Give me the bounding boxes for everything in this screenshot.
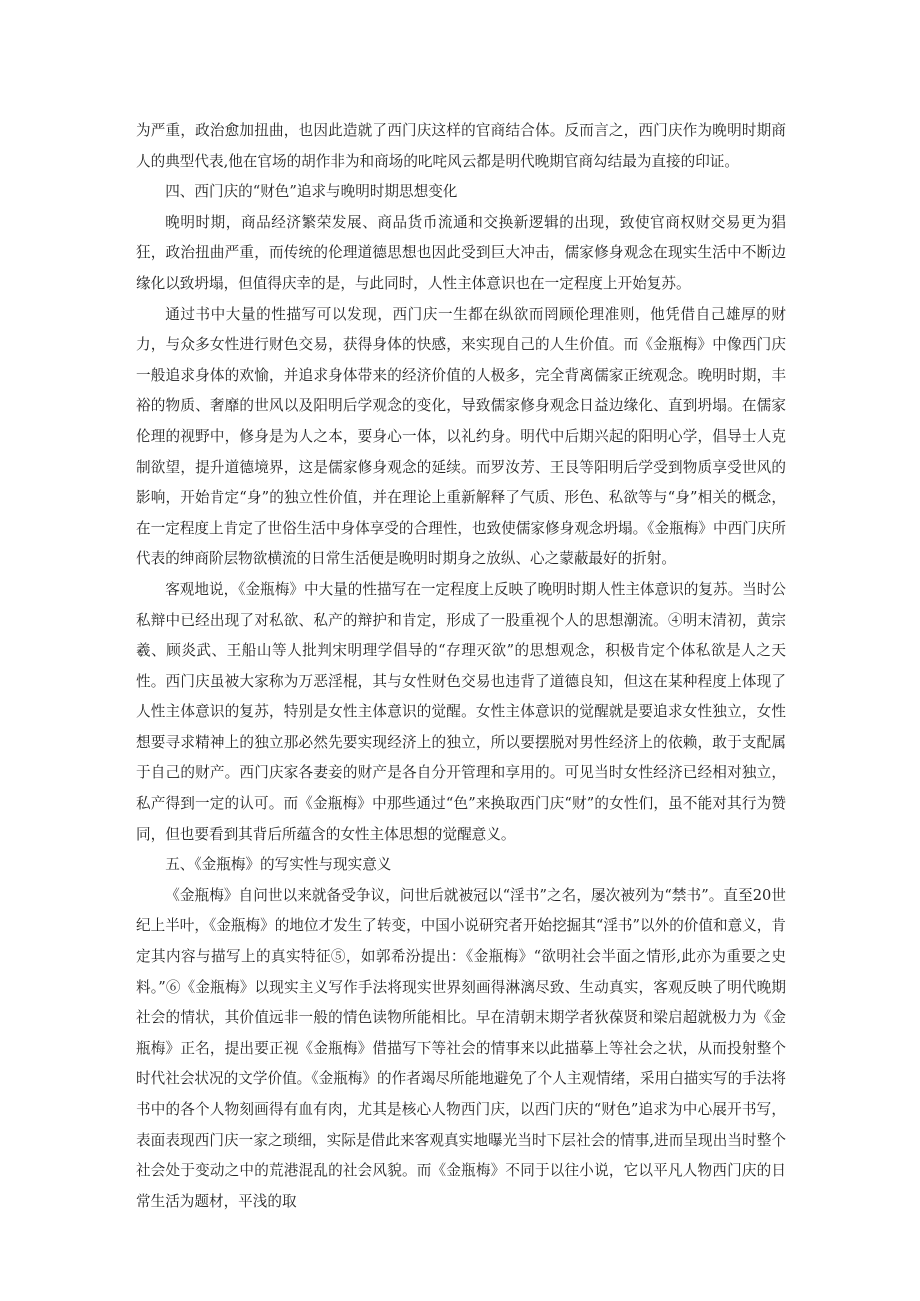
paragraph: 客观地说，《金瓶梅》中大量的性描写在一定程度上反映了晚明时期人性主体意识的复苏。当时公私辩中已经出现了对私欲、私产的辩护和肯定，形成了一股重视个人的思想潮流。④明末清初，黄宗羲、顾炎武、王船山等人批判宋明理学倡导的“存理灭欲”的思想观念，积极肯定个体私欲是人之天性。西门庆虽被大家称为万恶淫棍，其与女性财色交易也违背了道德良知，但这在某种程度上体现了人性主体意识的复苏，特别是女性主体意识的觉醒。女性主体意识的觉醒就是要追求女性独立，女性想要寻求精神上的独立那必然先要实现经济上的独立，所以要摆脱对男性经济上的依赖，敢于支配属于自己的财产。西门庆家各妻妾的财产是各自分开管理和享用的。可见当时女性经济已经相对独立，私产得到一定的认可。而《金瓶梅》中那些通过“色”来换取西门庆“财”的女性们，虽不能对其行为赞同，但也要看到其背后所蕴含的女性主体思想的觉醒意义。 [136, 580, 786, 843]
section-heading-five: 五、《金瓶梅》的写实性与现实意义 [165, 856, 392, 874]
paragraph-continued: 为严重，政治愈加扭曲，也因此造就了西门庆这样的官商结合体。反而言之，西门庆作为晚明时期商人的典型代表,他在官场的胡作非为和商场的叱咤风云都是明代晚期官商勾结最为直接的印证。 [136, 122, 786, 170]
paragraph: 《金瓶梅》自问世以来就备受争议，问世后就被冠以“淫书”之名，屡次被列为“禁书”。直至20世纪上半叶，《金瓶梅》的地位才发生了转变，中国小说研究者开始挖掘其“淫书”以外的价值和意义，肯定其内容与描写上的真实特征⑤，如郭希汾提出：《金瓶梅》“欲明社会半面之情形,此亦为重要之史料。”⑥《金瓶梅》以现实主义写作手法将现实世界刻画得淋漓尽致、生动真实，客观反映了明代晚期社会的情状，其价值远非一般的情色读物所能相比。早在清朝末期学者狄葆贤和梁启超就极力为《金瓶梅》正名，提出要正视《金瓶梅》借描写下等社会的情事来以此描摹上等社会之状，从而投射整个时代社会状况的文学价值。《金瓶梅》的作者竭尽所能地避免了个人主观情绪，采用白描实写的手法将书中的各个人物刻画得有血有肉，尤其是核心人物西门庆，以西门庆的“财色”追求为中心展开书写，表面表现西门庆一家之琐细，实际是借此来客观真实地曝光当时下层社会的情事,进而呈现出当时整个社会处于变动之中的荒港混乱的社会风貌。而《金瓶梅》不同于以往小说，它以平凡人物西门庆的日常生活为题材，平浅的取 [136, 886, 786, 1210]
paragraph: 通过书中大量的性描写可以发现，西门庆一生都在纵欲而罔顾伦理准则，他凭借自己雄厚的财力，与众多女性进行财色交易，获得身体的快感，来实现自己的人生价值。而《金瓶梅》中像西门庆一般追求身体的欢愉，并追求身体带来的经济价值的人极多，完全背离儒家正统观念。晚明时期，丰裕的物质、奢靡的世风以及阳明后学观念的变化，导致儒家修身观念日益边缘化、直到坍塌。在儒家伦理的视野中，修身是为人之本，要身心一体，以礼约身。明代中后期兴起的阳明心学，倡导士人克制欲望，提升道德境界，这是儒家修身观念的延续。而罗汝芳、王艮等阳明后学受到物质享受世风的影响，开始肯定“身”的独立性价值，并在理论上重新解释了气质、形色、私欲等与“身”相关的概念，在一定程度上肯定了世俗生活中身体享受的合理性，也致使儒家修身观念坍塌。《金瓶梅》中西门庆所代表的绅商阶层物欲横流的日常生活便是晚明时期身之放纵、心之蒙蔽最好的折射。 [136, 305, 786, 568]
document-body [136, 116, 786, 1217]
paragraph: 晚明时期，商品经济繁荣发展、商品货币流通和交换新逻辑的出现，致使官商权财交易更为猖狂，政治扭曲严重，而传统的伦理道德思想也因此受到巨大冲击，儒家修身观念在现实生活中不断边缘化以致坍塌，但值得庆幸的是，与此同时，人性主体意识也在一定程度上开始复苏。 [136, 213, 786, 292]
section-heading-four: 四、西门庆的“财色”追求与晚明时期思想变化 [165, 183, 458, 201]
